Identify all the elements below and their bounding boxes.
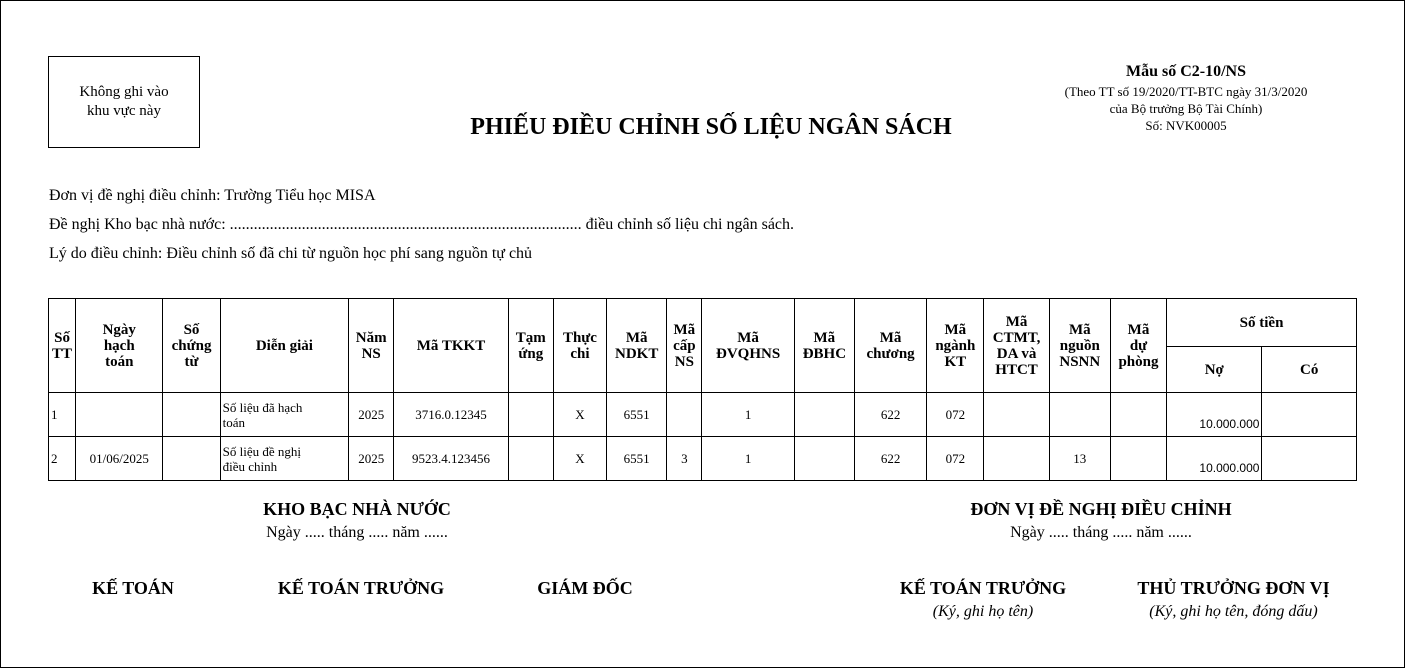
cell-credit: [1262, 437, 1357, 481]
cell-stt: 1: [49, 393, 76, 437]
header-voucher-number: Số chứng từ: [163, 299, 220, 393]
cell-ndkt-code: 6551: [607, 437, 667, 481]
cell-actual-spend: X: [553, 393, 606, 437]
header-debit: Nợ: [1167, 347, 1262, 393]
header-account-code: Mã TKKT: [394, 299, 508, 393]
cell-posting-date: [76, 393, 163, 437]
requesting-unit-date-line: Ngày ..... tháng ..... năm ......: [1010, 524, 1192, 541]
header-ndkt-code: Mã NDKT: [607, 299, 667, 393]
cell-chapter-code: 622: [854, 437, 926, 481]
unit-chief-accountant-signature: KẾ TOÁN TRƯỞNG: [899, 578, 1067, 598]
header-budget-year: Năm NS: [349, 299, 394, 393]
unit-chief-accountant-note: (Ký, ghi họ tên): [932, 603, 1034, 620]
cell-funding-source: 13: [1049, 437, 1110, 481]
treasury-request-line: Đề nghị Kho bạc nhà nước: ........................................................................................ điều chỉnh số liệu chi ngân sách.: [49, 216, 795, 233]
accountant-signature: KẾ TOÁN: [92, 578, 174, 598]
form-code-block: [1001, 61, 1371, 134]
cell-program-code: [984, 437, 1049, 481]
cell-credit: [1262, 393, 1357, 437]
requesting-unit-line: Đơn vị đề nghị điều chỉnh: Trường Tiểu học MISA: [49, 187, 376, 204]
cell-budget-year: 2025: [349, 393, 394, 437]
header-reserve-code: Mã dự phòng: [1110, 299, 1166, 393]
cell-advance: [508, 393, 553, 437]
cell-voucher-number: [163, 393, 220, 437]
director-signature: GIÁM ĐỐC: [537, 578, 633, 598]
header-advance: Tạm ứng: [508, 299, 553, 393]
adjustment-table: [48, 298, 1357, 481]
reserved-area-line-1: Không ghi vào: [79, 84, 169, 100]
cell-debit: 10.000.000: [1167, 393, 1262, 437]
cell-voucher-number: [163, 437, 220, 481]
adjustment-reason-line: Lý do điều chỉnh: Điều chỉnh số đã chi từ nguồn học phí sang nguồn tự chủ: [49, 245, 533, 262]
table-row: [49, 437, 1357, 481]
cell-account-code: 9523.4.123456: [394, 437, 508, 481]
cell-advance: [508, 437, 553, 481]
document-title: PHIẾU ĐIỀU CHỈNH SỐ LIỆU NGÂN SÁCH: [470, 114, 952, 140]
header-chapter-code: Mã chương: [854, 299, 926, 393]
unit-head-block: [1106, 578, 1361, 621]
treasury-signature-block: [207, 499, 507, 542]
reserved-area-line-2: khu vực này: [87, 103, 161, 119]
header-program-code: Mã CTMT, DA và HTCT: [984, 299, 1049, 393]
cell-program-code: [984, 393, 1049, 437]
header-actual-spend: Thực chi: [553, 299, 606, 393]
cell-reserve-code: [1110, 437, 1166, 481]
document-number: Số: NVK00005: [1145, 118, 1227, 133]
header-dvqhns-code: Mã ĐVQHNS: [702, 299, 794, 393]
unit-head-signature: THỦ TRƯỞNG ĐƠN VỊ: [1137, 578, 1330, 598]
cell-description: Số liệu đề nghị điều chỉnh: [220, 437, 348, 481]
treasury-date-line: Ngày ..... tháng ..... năm ......: [266, 524, 448, 541]
form-reference-line-1: (Theo TT số 19/2020/TT-BTC ngày 31/3/2020: [1064, 84, 1308, 99]
cell-ndkt-code: 6551: [607, 393, 667, 437]
header-dbhc-code: Mã ĐBHC: [794, 299, 854, 393]
header-funding-source: Mã nguồn NSNN: [1049, 299, 1110, 393]
cell-dbhc-code: [794, 437, 854, 481]
header-stt: Số TT: [49, 299, 76, 393]
cell-sector-code: 072: [927, 437, 984, 481]
header-credit: Có: [1262, 347, 1357, 393]
cell-description: Số liệu đã hạch toán: [220, 393, 348, 437]
unit-chief-accountant-block: [863, 578, 1103, 621]
cell-funding-source: [1049, 393, 1110, 437]
form-reference-line-2: của Bộ trưởng Bộ Tài Chính): [1109, 101, 1263, 116]
cell-account-code: 3716.0.12345: [394, 393, 508, 437]
header-amount: Số tiền: [1167, 299, 1357, 347]
cell-debit: 10.000.000: [1167, 437, 1262, 481]
reserved-area-box: [48, 56, 200, 148]
cell-budget-level: 3: [667, 437, 702, 481]
header-budget-level: Mã cấp NS: [667, 299, 702, 393]
cell-stt: 2: [49, 437, 76, 481]
requesting-unit-heading: ĐƠN VỊ ĐỀ NGHỊ ĐIỀU CHỈNH: [970, 499, 1232, 519]
cell-posting-date: 01/06/2025: [76, 437, 163, 481]
cell-reserve-code: [1110, 393, 1166, 437]
cell-budget-year: 2025: [349, 437, 394, 481]
cell-dbhc-code: [794, 393, 854, 437]
chief-accountant-signature: KẾ TOÁN TRƯỞNG: [277, 578, 445, 598]
header-description: Diễn giải: [220, 299, 348, 393]
cell-sector-code: 072: [927, 393, 984, 437]
treasury-heading: KHO BẠC NHÀ NƯỚC: [263, 499, 451, 519]
cell-budget-level: [667, 393, 702, 437]
header-sector-code: Mã ngành KT: [927, 299, 984, 393]
cell-actual-spend: X: [553, 437, 606, 481]
cell-dvqhns-code: 1: [702, 437, 794, 481]
cell-dvqhns-code: 1: [702, 393, 794, 437]
header-posting-date: Ngày hạch toán: [76, 299, 163, 393]
unit-head-note: (Ký, ghi họ tên, đóng dấu): [1149, 603, 1318, 620]
table-row: [49, 393, 1357, 437]
cell-chapter-code: 622: [854, 393, 926, 437]
requesting-unit-signature-block: [901, 499, 1301, 542]
form-code: Mẫu số C2-10/NS: [1125, 63, 1246, 80]
